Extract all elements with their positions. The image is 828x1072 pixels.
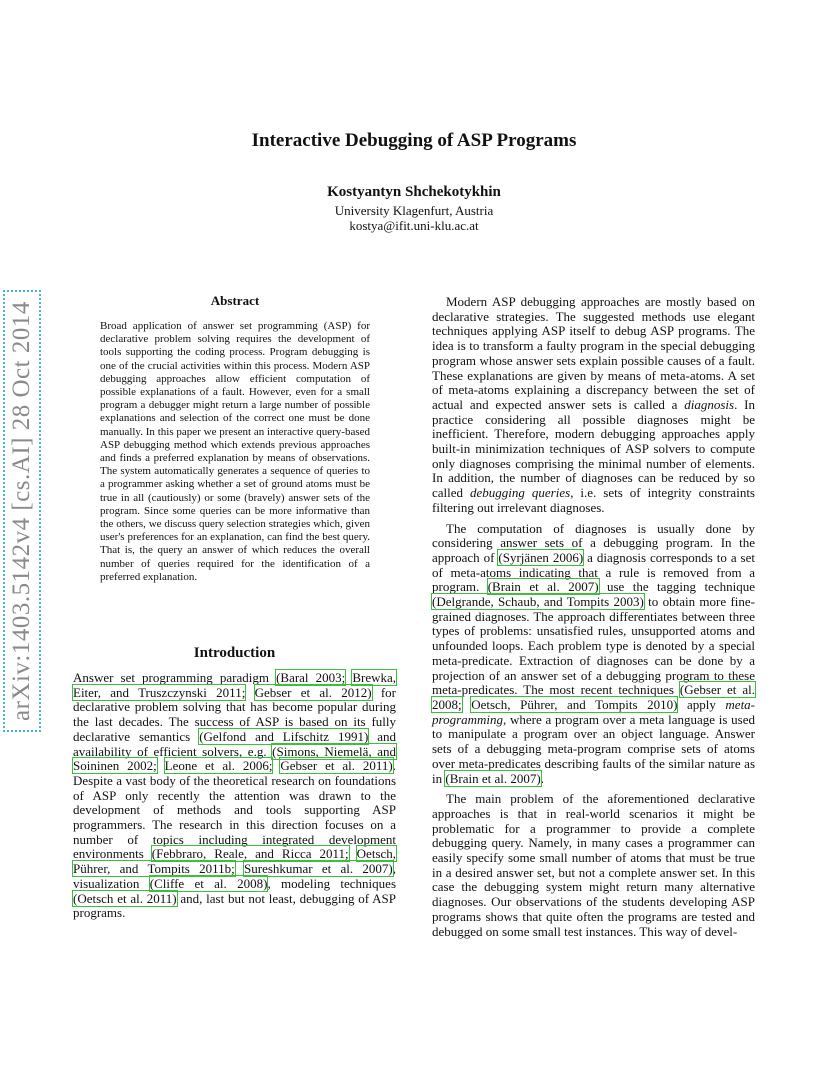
text-run xyxy=(157,758,165,773)
author-email: kostya@ifit.uni-klu.ac.at xyxy=(349,218,479,233)
right-paragraph-3: The main problem of the aforementioned declarative approaches is that in real-world scenarios it might be problematic for a programmer to provide a complete debugging query. Namely, in many cases a programmer can easily specify some small number of atoms that must be true in a desired answer set, but not a complete answer set. In this case the debugging system might return many alternative diagnoses. Our observations of the students developing ASP programs shows that quite often the programs are tested and debugged on some small test instances. This way of devel- xyxy=(432,791,755,939)
author-affiliation-block xyxy=(0,203,828,233)
citation-link[interactable]: (Gebser et al. 2008; xyxy=(432,682,755,712)
affiliation: University Klagenfurt, Austria xyxy=(334,203,494,218)
text-run: , visualization xyxy=(73,861,396,891)
citation-link[interactable]: Gebser et al. 2012) xyxy=(254,684,372,700)
citation-link[interactable]: (Brain et al. 2007) xyxy=(487,579,599,595)
text-run: , i.e. sets of integrity constraints filtering out irrelevant diagnoses. xyxy=(432,485,755,515)
citation-link[interactable]: Oetsch, Pührer, and Tompits 2011b; xyxy=(73,846,397,877)
text-run: for declarative problem solving that has become popular during the last decades. The success of ASP is based on its fully declarative semantics xyxy=(73,684,397,744)
text-run: to obtain more fine-grained diagnoses. The approach differentiates between three types of problems: unsatisfied rules, unsupported atoms and unfounded loops. Each problem type is denoted by a special meta-predicate. Extraction of diagnoses can be done by a projection of an answer set of a debugging program to these meta-predicates. The most recent techniques xyxy=(432,594,756,698)
citation-link[interactable]: (Cliffe et al. 2008) xyxy=(149,875,268,891)
citation-link[interactable]: (Simons, Niemelä, and Soininen 2002; xyxy=(73,743,396,774)
text-run xyxy=(349,846,357,861)
text-run: apply xyxy=(677,696,726,712)
emphasis-term: debugging queries xyxy=(470,485,571,501)
text-run: The computation of diagnoses is usually done by considering answer sets of a debugging program. In the approach of xyxy=(432,520,755,565)
text-run: Modern ASP debugging approaches are mostly based on declarative strategies. The suggested methods use elegant techniques applying ASP itself to debug ASP programs. The idea is to transform a faulty program in the special debugging program whose answer sets explain possible causes of a fault. These explanations are given by means of meta-atoms. A set of meta-atoms explaining a discrepancy between the set of actual and expected answer sets is called a xyxy=(432,294,755,412)
intro-paragraph-1 xyxy=(73,671,396,921)
right-column xyxy=(432,295,755,939)
abstract-text: Broad application of answer set programming (ASP) for declarative problem solving requires the development of tools supporting the coding process. Program debugging is one of the crucial activities within this process. Modern ASP debugging approaches allow efficient computation of possible explanations of a fault. However, even for a small program a debugger might return a large number of possible explanations and selection of the correct one must be done manually. In this paper we present an interactive query-based ASP debugging method which extends previous approaches and finds a preferred explanation by means of observations. The system automatically generates a sequence of queries to a programmer asking whether a set of ground atoms must be true in all (cautiously) or some (bravely) answer sets of the program. Since some queries can be more informative than the others, we discuss query selection strategies which, given user's preferences for an explanation, can find the best query. That is, the query an answer of which reduces the overall number of queries required for the identification of a preferred explanation. xyxy=(100,320,370,583)
citation-link[interactable]: Oetsch, Pührer, and Tompits 2010) xyxy=(471,696,678,712)
text-run: and availability of efficient solvers, e.g. xyxy=(73,728,397,759)
emphasis-term: diagnosis xyxy=(684,396,735,412)
author-name: Kostyantyn Shchekotykhin xyxy=(327,184,501,200)
arxiv-stamp: arXiv:1403.5142v4 [cs.AI] 28 Oct 2014 xyxy=(8,295,36,727)
text-run: , modeling techniques xyxy=(267,875,397,891)
text-run xyxy=(245,685,254,700)
citation-link[interactable]: Sureshkumar et al. 2007) xyxy=(244,861,393,877)
citation-link[interactable]: (Baral 2003; xyxy=(276,670,346,685)
abstract-heading: Abstract xyxy=(210,293,260,308)
citation-link[interactable]: Gebser et al. 2011) xyxy=(280,758,393,774)
text-run xyxy=(235,861,244,876)
right-paragraph-2 xyxy=(432,522,755,787)
citation-link[interactable]: Leone et al. 2006; xyxy=(164,758,273,774)
left-column xyxy=(73,671,396,921)
text-run: . In practice considering all possible diagnoses might be inefficient. Therefore, modern debugging approaches apply built-in minimization techniques of ASP solvers to compute only diagnoses comprising the minimal number of elements. In addition, the number of diagnoses can be reduced by so called xyxy=(432,396,755,501)
citation-link[interactable]: Brewka, Eiter, and Truszczynski 2011; xyxy=(73,670,397,700)
text-run xyxy=(462,697,472,712)
citation-link[interactable]: (Brain et al. 2007) xyxy=(445,770,541,786)
text-run: . Despite a vast body of the theoretical research on foundations of ASP only recently the attention was drawn to the development of methods and tools supporting ASP programmers. The research in this direction focuses on a number of topics including integrated development environments xyxy=(73,758,397,862)
citation-link[interactable]: (Gelfond and Lifschitz 1991) xyxy=(199,728,369,744)
introduction-heading: Introduction xyxy=(193,645,276,661)
citation-link[interactable]: (Delgrande, Schaub, and Tompits 2003) xyxy=(432,594,644,610)
text-run: and, last but not least, debugging of ASP programs. xyxy=(73,890,396,921)
emphasis-term: meta-programming xyxy=(432,696,756,727)
right-paragraph-1 xyxy=(432,295,755,516)
text-run: a diagnosis corresponds to a set of meta-atoms indicating that a rule is removed from a program. xyxy=(432,549,755,595)
text-run: . xyxy=(540,770,544,786)
citation-link[interactable]: (Syrjänen 2006) xyxy=(498,549,584,565)
paper-title: Interactive Debugging of ASP Programs xyxy=(251,130,577,151)
text-run: Answer set programming paradigm xyxy=(73,670,277,685)
text-run: , where a program over a meta language is used to manipulate a program over an object language. Answer sets of a debugging meta-program comprise sets of atoms over meta-predicates describing faults of the similar nature as in xyxy=(432,711,755,786)
citation-link[interactable]: (Oetsch et al. 2011) xyxy=(73,890,177,906)
text-run: use the tagging technique xyxy=(598,579,755,595)
citation-link[interactable]: (Febbraro, Reale, and Ricca 2011; xyxy=(151,846,349,862)
